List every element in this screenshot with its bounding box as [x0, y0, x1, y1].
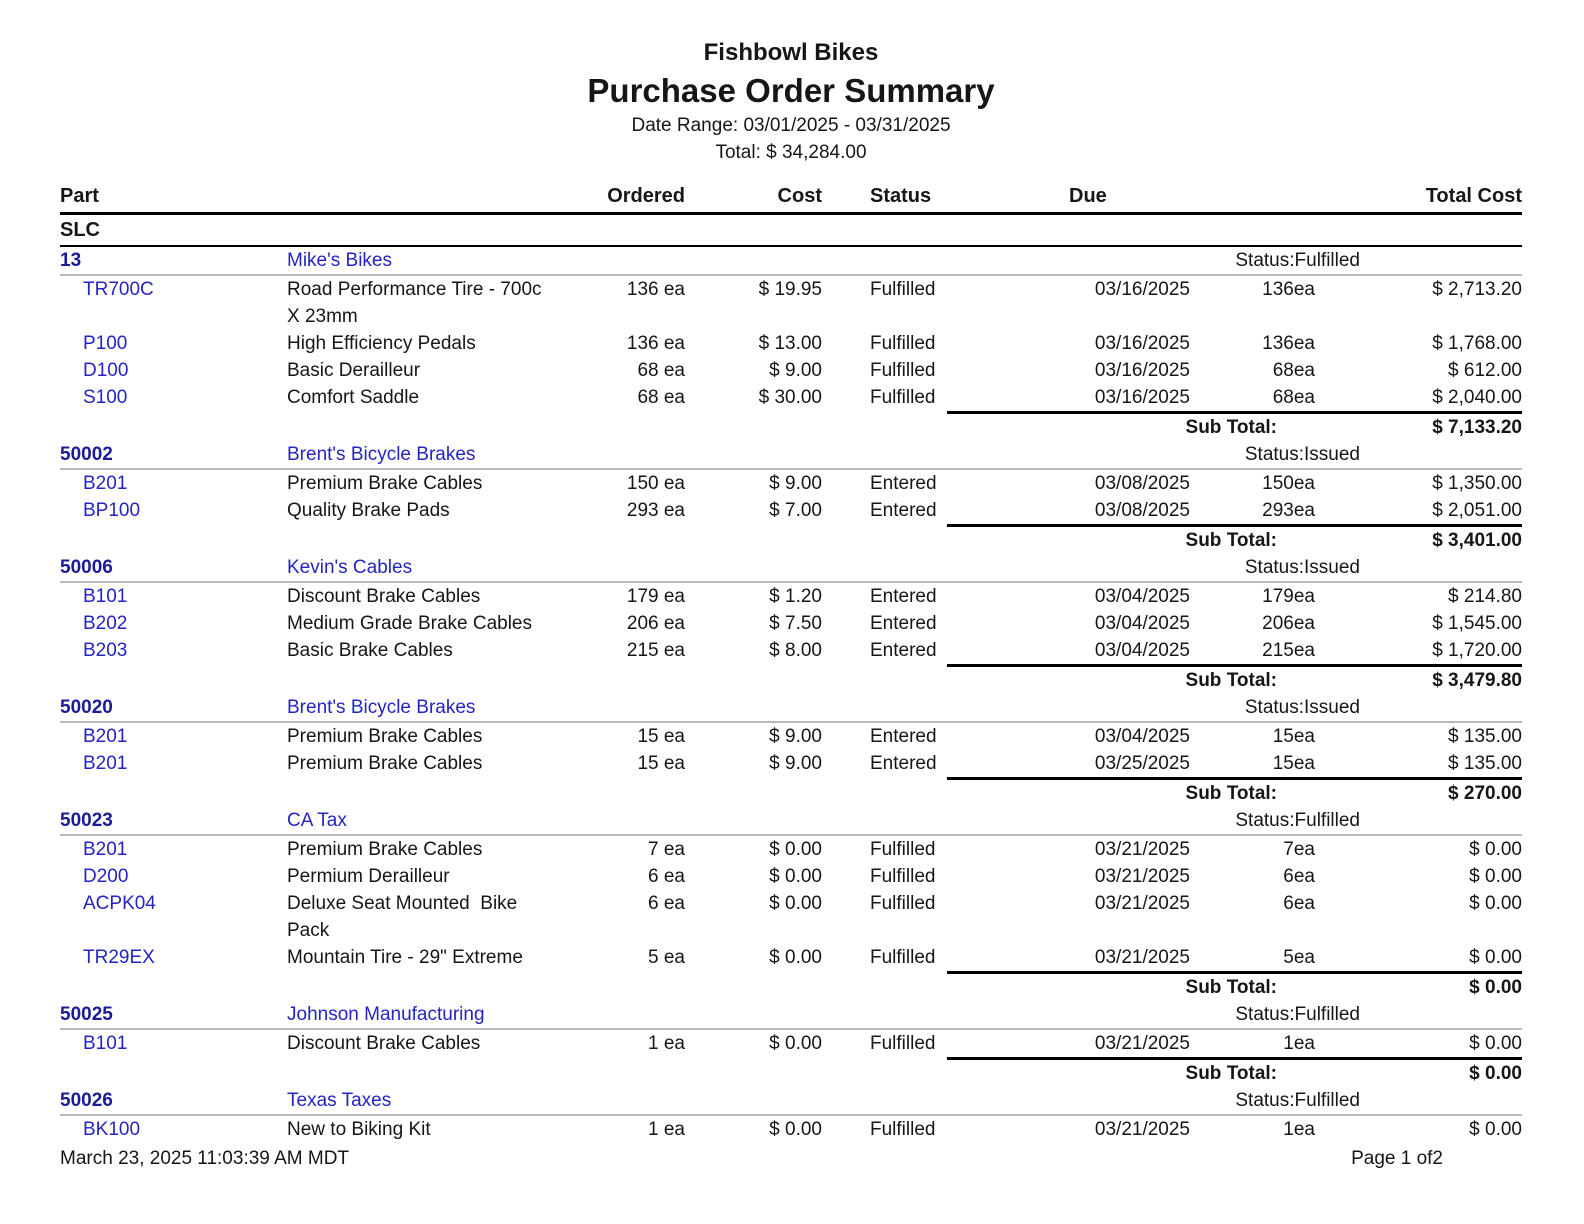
item-row — [60, 944, 1522, 971]
order-header-row — [60, 247, 1522, 276]
item-unit-cost: $ 1.20 — [769, 586, 822, 607]
item-part-cell — [60, 610, 287, 637]
item-fulfilled-qty: 150ea — [1262, 473, 1315, 494]
item-total-cost: $ 0.00 — [1469, 1033, 1522, 1054]
order-status-label: Status:Issued — [1244, 444, 1360, 465]
subtotal-amount: $ 0.00 — [1469, 977, 1522, 998]
item-fulfilled-qty: 1ea — [1283, 1119, 1315, 1140]
item-ordered-qty: 6 ea — [648, 866, 685, 887]
item-part-cell — [60, 836, 287, 863]
subtotal-row — [60, 974, 1522, 1001]
item-due-date: 03/08/2025 — [1094, 473, 1190, 494]
item-due-date: 03/16/2025 — [1094, 279, 1190, 300]
item-ordered-qty: 136 ea — [626, 279, 685, 300]
item-part-cell — [60, 1030, 287, 1057]
column-header-spacer — [287, 181, 580, 212]
vendor-link[interactable]: Mike's Bikes — [287, 250, 392, 271]
item-ordered-qty: 1 ea — [648, 1119, 685, 1140]
column-header-part: Part — [60, 185, 99, 207]
vendor-link[interactable]: Brent's Bicycle Brakes — [287, 697, 476, 718]
order-header-row — [60, 1087, 1522, 1116]
item-unit-cost: $ 0.00 — [769, 1119, 822, 1140]
item-row — [60, 1116, 1522, 1143]
item-unit-cost: $ 0.00 — [769, 1033, 822, 1054]
item-ordered-qty: 215 ea — [626, 640, 685, 661]
item-status: Fulfilled — [870, 1033, 936, 1054]
item-due-date: 03/08/2025 — [1094, 500, 1190, 521]
item-description: Premium Brake Cables — [287, 473, 483, 494]
item-row — [60, 1030, 1522, 1057]
column-header-cost: Cost — [777, 185, 822, 207]
item-due-date: 03/21/2025 — [1094, 1119, 1190, 1140]
subtotal-spacer — [60, 414, 977, 441]
item-due-date: 03/04/2025 — [1094, 613, 1190, 634]
item-row — [60, 836, 1522, 863]
item-description: Premium Brake Cables — [287, 753, 483, 774]
item-ordered-qty: 293 ea — [626, 500, 685, 521]
table-header-row — [60, 181, 1522, 215]
item-part-cell — [60, 863, 287, 890]
item-part-cell — [60, 497, 287, 524]
subtotal-spacer — [60, 527, 977, 554]
item-due-date: 03/21/2025 — [1094, 947, 1190, 968]
item-row — [60, 330, 1522, 357]
item-ordered-qty: 7 ea — [648, 839, 685, 860]
order-header-row — [60, 554, 1522, 583]
item-status: Entered — [870, 586, 937, 607]
part-link[interactable]: B201 — [83, 473, 128, 494]
item-ordered-qty: 179 ea — [626, 586, 685, 607]
item-ordered-qty: 206 ea — [626, 613, 685, 634]
order-header-spacer — [1360, 1087, 1522, 1114]
item-unit-cost: $ 0.00 — [769, 839, 822, 860]
item-unit-cost: $ 0.00 — [769, 947, 822, 968]
item-status: Fulfilled — [870, 1119, 936, 1140]
item-total-cost: $ 2,040.00 — [1432, 387, 1522, 408]
item-due-date: 03/04/2025 — [1094, 586, 1190, 607]
column-header-qty-spacer — [1190, 181, 1315, 212]
part-link[interactable]: BP100 — [83, 500, 141, 521]
item-row — [60, 497, 1522, 524]
part-link[interactable]: BK100 — [83, 1119, 141, 1140]
order-header-spacer — [1360, 807, 1522, 834]
item-fulfilled-qty: 6ea — [1283, 893, 1315, 914]
part-link[interactable]: ACPK04 — [83, 893, 156, 914]
subtotal-label: Sub Total: — [1185, 670, 1277, 691]
item-status: Fulfilled — [870, 333, 936, 354]
order-number-link[interactable]: 13 — [60, 250, 82, 271]
part-link[interactable]: B201 — [83, 753, 128, 774]
item-description: Discount Brake Cables — [287, 586, 481, 607]
report-total: Total: $ 34,284.00 — [715, 142, 867, 163]
item-due-date: 03/21/2025 — [1094, 839, 1190, 860]
order-number-link[interactable]: 50020 — [60, 697, 113, 718]
order-items — [60, 470, 1522, 554]
subtotal-row — [60, 1060, 1522, 1087]
orders — [60, 247, 1522, 1143]
order-items — [60, 1116, 1522, 1143]
order-status-label: Status:Fulfilled — [1235, 810, 1360, 831]
item-total-cost: $ 0.00 — [1469, 893, 1522, 914]
item-status: Entered — [870, 726, 937, 747]
item-row — [60, 276, 1522, 330]
item-total-cost: $ 135.00 — [1448, 726, 1522, 747]
subtotal-spacer — [60, 667, 977, 694]
item-row — [60, 470, 1522, 497]
part-link[interactable]: B201 — [83, 726, 128, 747]
item-due-date: 03/04/2025 — [1094, 726, 1190, 747]
item-row — [60, 637, 1522, 664]
subtotal-spacer — [60, 780, 977, 807]
order-header-spacer — [1360, 441, 1522, 468]
order-status-label: Status:Issued — [1244, 697, 1360, 718]
order-header-spacer — [1360, 247, 1522, 274]
item-row — [60, 723, 1522, 750]
vendor-link[interactable]: Brent's Bicycle Brakes — [287, 444, 476, 465]
item-part-cell — [60, 470, 287, 497]
item-status: Fulfilled — [870, 387, 936, 408]
item-total-cost: $ 214.80 — [1448, 586, 1522, 607]
order-number-link[interactable]: 50023 — [60, 810, 113, 831]
item-description: Premium Brake Cables — [287, 839, 483, 860]
subtotal-label: Sub Total: — [1185, 783, 1277, 804]
item-description: Mountain Tire - 29" Extreme — [287, 947, 523, 968]
item-fulfilled-qty: 68ea — [1272, 387, 1315, 408]
item-ordered-qty: 136 ea — [626, 333, 685, 354]
item-total-cost: $ 135.00 — [1448, 753, 1522, 774]
order-items — [60, 276, 1522, 441]
item-description: New to Biking Kit — [287, 1119, 431, 1140]
item-unit-cost: $ 9.00 — [769, 473, 822, 494]
vendor-link[interactable]: Kevin's Cables — [287, 557, 413, 578]
item-ordered-qty: 6 ea — [648, 893, 685, 914]
item-total-cost: $ 612.00 — [1448, 360, 1522, 381]
subtotal-label: Sub Total: — [1185, 530, 1277, 551]
location-group-row: SLC — [60, 215, 1522, 247]
item-due-date: 03/16/2025 — [1094, 360, 1190, 381]
item-description: Permium Derailleur — [287, 866, 450, 887]
item-unit-cost: $ 19.95 — [758, 279, 822, 300]
item-fulfilled-qty: 7ea — [1283, 839, 1315, 860]
order-header-row — [60, 807, 1522, 836]
item-total-cost: $ 2,051.00 — [1432, 500, 1522, 521]
part-link[interactable]: TR700C — [83, 279, 154, 300]
report-footer — [60, 1145, 1522, 1172]
item-fulfilled-qty: 5ea — [1283, 947, 1315, 968]
item-ordered-qty: 150 ea — [626, 473, 685, 494]
order-number-link[interactable]: 50025 — [60, 1004, 113, 1025]
generated-timestamp: March 23, 2025 11:03:39 AM MDT — [60, 1148, 350, 1169]
item-fulfilled-qty: 215ea — [1262, 640, 1315, 661]
item-status: Entered — [870, 640, 937, 661]
item-status: Entered — [870, 500, 937, 521]
subtotal-amount: $ 3,479.80 — [1432, 670, 1522, 691]
column-header-total-cost: Total Cost — [1425, 185, 1522, 207]
order-items — [60, 723, 1522, 807]
item-fulfilled-qty: 6ea — [1283, 866, 1315, 887]
order-group — [60, 441, 1522, 554]
part-link[interactable]: D200 — [83, 866, 129, 887]
column-header-status: Status — [870, 185, 932, 207]
subtotal-row — [60, 667, 1522, 694]
item-due-date: 03/04/2025 — [1094, 640, 1190, 661]
item-due-date: 03/21/2025 — [1094, 866, 1190, 887]
order-status-label: Status:Fulfilled — [1235, 1090, 1360, 1111]
vendor-link[interactable]: Johnson Manufacturing — [287, 1004, 485, 1025]
order-group — [60, 554, 1522, 694]
item-status: Fulfilled — [870, 866, 936, 887]
item-status: Fulfilled — [870, 279, 936, 300]
item-unit-cost: $ 13.00 — [758, 333, 822, 354]
order-group — [60, 247, 1522, 441]
subtotal-row — [60, 527, 1522, 554]
date-range: Date Range: 03/01/2025 - 03/31/2025 — [631, 115, 951, 136]
item-fulfilled-qty: 15ea — [1272, 753, 1315, 774]
item-part-cell — [60, 583, 287, 610]
item-unit-cost: $ 7.50 — [769, 613, 822, 634]
item-total-cost: $ 1,720.00 — [1432, 640, 1522, 661]
item-unit-cost: $ 0.00 — [769, 893, 822, 914]
column-header-ordered: Ordered — [607, 185, 685, 207]
item-unit-cost: $ 0.00 — [769, 866, 822, 887]
item-row — [60, 863, 1522, 890]
order-header-spacer — [1360, 1001, 1522, 1028]
item-unit-cost: $ 7.00 — [769, 500, 822, 521]
item-status: Entered — [870, 613, 937, 634]
item-description: Basic Derailleur — [287, 360, 421, 381]
page-title: Purchase Order Summary — [587, 72, 995, 109]
item-ordered-qty: 5 ea — [648, 947, 685, 968]
order-items — [60, 583, 1522, 694]
item-description: Deluxe Seat Mounted Bike Pack — [287, 893, 523, 941]
order-group — [60, 1001, 1522, 1087]
item-part-cell — [60, 637, 287, 664]
item-status: Entered — [870, 753, 937, 774]
item-part-cell — [60, 357, 287, 384]
po-summary-table — [60, 181, 1522, 1143]
part-link[interactable]: S100 — [83, 387, 128, 408]
order-header-row — [60, 441, 1522, 470]
item-fulfilled-qty: 1ea — [1283, 1033, 1315, 1054]
item-part-cell — [60, 723, 287, 750]
item-fulfilled-qty: 179ea — [1262, 586, 1315, 607]
part-link[interactable]: D100 — [83, 360, 129, 381]
order-header-row — [60, 694, 1522, 723]
item-part-cell — [60, 330, 287, 357]
item-total-cost: $ 1,545.00 — [1432, 613, 1522, 634]
item-fulfilled-qty: 68ea — [1272, 360, 1315, 381]
part-link[interactable]: B201 — [83, 839, 128, 860]
item-fulfilled-qty: 206ea — [1262, 613, 1315, 634]
order-status-label: Status:Fulfilled — [1235, 250, 1360, 271]
column-header-due: Due — [1069, 185, 1107, 207]
subtotal-label: Sub Total: — [1185, 1063, 1277, 1084]
item-fulfilled-qty: 136ea — [1262, 279, 1315, 300]
item-row — [60, 384, 1522, 411]
order-number-link[interactable]: 50026 — [60, 1090, 113, 1111]
order-header-spacer — [1360, 554, 1522, 581]
item-total-cost: $ 0.00 — [1469, 866, 1522, 887]
item-total-cost: $ 1,768.00 — [1432, 333, 1522, 354]
subtotal-spacer — [60, 1060, 977, 1087]
item-row — [60, 357, 1522, 384]
part-link[interactable]: P100 — [83, 333, 128, 354]
item-due-date: 03/25/2025 — [1094, 753, 1190, 774]
item-total-cost: $ 0.00 — [1469, 947, 1522, 968]
item-total-cost: $ 0.00 — [1469, 1119, 1522, 1140]
item-unit-cost: $ 9.00 — [769, 360, 822, 381]
item-row — [60, 583, 1522, 610]
item-description: Medium Grade Brake Cables — [287, 613, 532, 634]
item-part-cell — [60, 944, 287, 971]
subtotal-amount: $ 3,401.00 — [1432, 530, 1522, 551]
item-ordered-qty: 68 ea — [637, 360, 685, 381]
item-description: Discount Brake Cables — [287, 1033, 481, 1054]
part-link[interactable]: B203 — [83, 640, 128, 661]
item-description: Premium Brake Cables — [287, 726, 483, 747]
subtotal-spacer — [60, 974, 977, 1001]
item-description: Road Performance Tire - 700c X 23mm — [287, 279, 547, 327]
item-due-date: 03/21/2025 — [1094, 893, 1190, 914]
order-number-link[interactable]: 50002 — [60, 444, 113, 465]
item-unit-cost: $ 8.00 — [769, 640, 822, 661]
report-header — [60, 36, 1522, 166]
item-row — [60, 750, 1522, 777]
item-description: Basic Brake Cables — [287, 640, 453, 661]
order-group — [60, 1087, 1522, 1143]
subtotal-label: Sub Total: — [1185, 977, 1277, 998]
item-total-cost: $ 1,350.00 — [1432, 473, 1522, 494]
subtotal-row — [60, 780, 1522, 807]
item-unit-cost: $ 9.00 — [769, 726, 822, 747]
subtotal-row — [60, 414, 1522, 441]
item-due-date: 03/16/2025 — [1094, 333, 1190, 354]
item-total-cost: $ 0.00 — [1469, 839, 1522, 860]
item-status: Fulfilled — [870, 893, 936, 914]
item-status: Entered — [870, 473, 937, 494]
vendor-link[interactable]: CA Tax — [287, 810, 347, 831]
item-part-cell — [60, 750, 287, 777]
item-part-cell — [60, 276, 287, 330]
item-ordered-qty: 1 ea — [648, 1033, 685, 1054]
item-fulfilled-qty: 293ea — [1262, 500, 1315, 521]
order-group — [60, 807, 1522, 1001]
page-indicator: Page 1 of2 — [1351, 1148, 1443, 1169]
part-link[interactable]: TR29EX — [83, 947, 155, 968]
item-ordered-qty: 15 ea — [637, 753, 685, 774]
order-group — [60, 694, 1522, 807]
subtotal-amount: $ 7,133.20 — [1432, 417, 1522, 438]
company-name: Fishbowl Bikes — [703, 39, 879, 66]
order-status-label: Status:Issued — [1244, 557, 1360, 578]
item-part-cell — [60, 1116, 287, 1143]
item-fulfilled-qty: 15ea — [1272, 726, 1315, 747]
subtotal-amount: $ 0.00 — [1469, 1063, 1522, 1084]
item-unit-cost: $ 9.00 — [769, 753, 822, 774]
order-status-label: Status:Fulfilled — [1235, 1004, 1360, 1025]
part-link[interactable]: B101 — [83, 586, 128, 607]
item-total-cost: $ 2,713.20 — [1432, 279, 1522, 300]
order-header-row — [60, 1001, 1522, 1030]
vendor-link[interactable]: Texas Taxes — [287, 1090, 392, 1111]
item-description: Comfort Saddle — [287, 387, 420, 408]
item-fulfilled-qty: 136ea — [1262, 333, 1315, 354]
item-status: Fulfilled — [870, 360, 936, 381]
item-part-cell — [60, 890, 287, 944]
order-items — [60, 1030, 1522, 1087]
item-due-date: 03/16/2025 — [1094, 387, 1190, 408]
item-part-cell — [60, 384, 287, 411]
item-status: Fulfilled — [870, 839, 936, 860]
item-unit-cost: $ 30.00 — [758, 387, 822, 408]
item-ordered-qty: 15 ea — [637, 726, 685, 747]
order-items — [60, 836, 1522, 1001]
item-status: Fulfilled — [870, 947, 936, 968]
item-row — [60, 610, 1522, 637]
order-number-link[interactable]: 50006 — [60, 557, 113, 578]
subtotal-label: Sub Total: — [1185, 417, 1277, 438]
item-description: High Efficiency Pedals — [287, 333, 476, 354]
item-row — [60, 890, 1522, 944]
item-due-date: 03/21/2025 — [1094, 1033, 1190, 1054]
part-link[interactable]: B101 — [83, 1033, 128, 1054]
item-description: Quality Brake Pads — [287, 500, 450, 521]
order-header-spacer — [1360, 694, 1522, 721]
subtotal-amount: $ 270.00 — [1448, 783, 1522, 804]
part-link[interactable]: B202 — [83, 613, 128, 634]
item-ordered-qty: 68 ea — [637, 387, 685, 408]
